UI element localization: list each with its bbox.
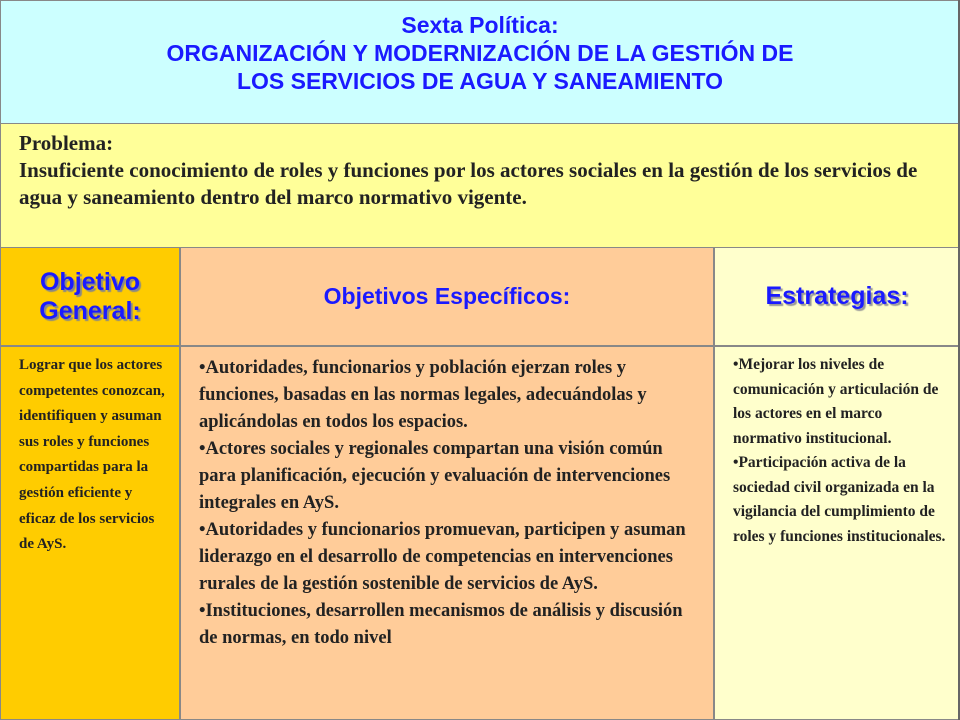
general-objective-text: Lograr que los actores competentes conozcan, identifiquen y asuman sus roles y funciones compartidas para la gestión eficiente y eficaz de los servicios de AyS.	[19, 357, 165, 553]
problem-section	[0, 123, 960, 249]
general-objective-header-line2: General:	[39, 296, 141, 325]
policy-title	[0, 0, 960, 124]
general-objective-header	[0, 247, 180, 346]
strategy-item: • Mejorar los niveles de comunicación y articulación de los actores en el marco normativo institucional.	[733, 353, 949, 451]
policy-number: Sexta Política:	[401, 12, 559, 38]
problem-label: Problema:	[19, 131, 114, 155]
specific-objective-item: • Actores sociales y regionales compartan una visión común para planificación, ejecución y evaluación de intervenciones integrales en AyS.	[199, 436, 701, 517]
problem-text: Insuficiente conocimiento de roles y funciones por los actores sociales en la gestión de los servicios de agua y saneamiento dentro del marco normativo vigente.	[19, 158, 918, 209]
specific-objective-item: • Instituciones, desarrollen mecanismos de análisis y discusión de normas, en todo nivel	[199, 598, 701, 652]
policy-name-line2: LOS SERVICIOS DE AGUA Y SANEAMIENTO	[236, 68, 724, 94]
strategy-item: • Participación activa de la sociedad civil organizada en la vigilancia del cumplimiento de roles y funciones institucionales.	[733, 451, 949, 549]
general-objective-header-line1: Objetivo	[39, 267, 140, 296]
specific-objectives-header: Objetivos Específicos:	[180, 247, 714, 346]
general-objective-cell	[0, 346, 180, 720]
specific-objective-item: • Autoridades y funcionarios promuevan, participen y asuman liderazgo en el desarrollo de competencias en intervenciones rurales de la gestión sostenible de servicios de AyS.	[199, 517, 701, 598]
strategies-cell	[714, 346, 960, 720]
policy-name-line1: ORGANIZACIÓN Y MODERNIZACIÓN DE LA GESTIÓN DE	[166, 40, 794, 66]
specific-objective-item: • Autoridades, funcionarios y población ejerzan roles y funciones, basadas en las normas legales, adecuándolas y aplicándolas en todos los espacios.	[199, 355, 701, 436]
specific-objectives-cell	[180, 346, 714, 720]
strategies-header: Estrategias:	[714, 247, 960, 346]
